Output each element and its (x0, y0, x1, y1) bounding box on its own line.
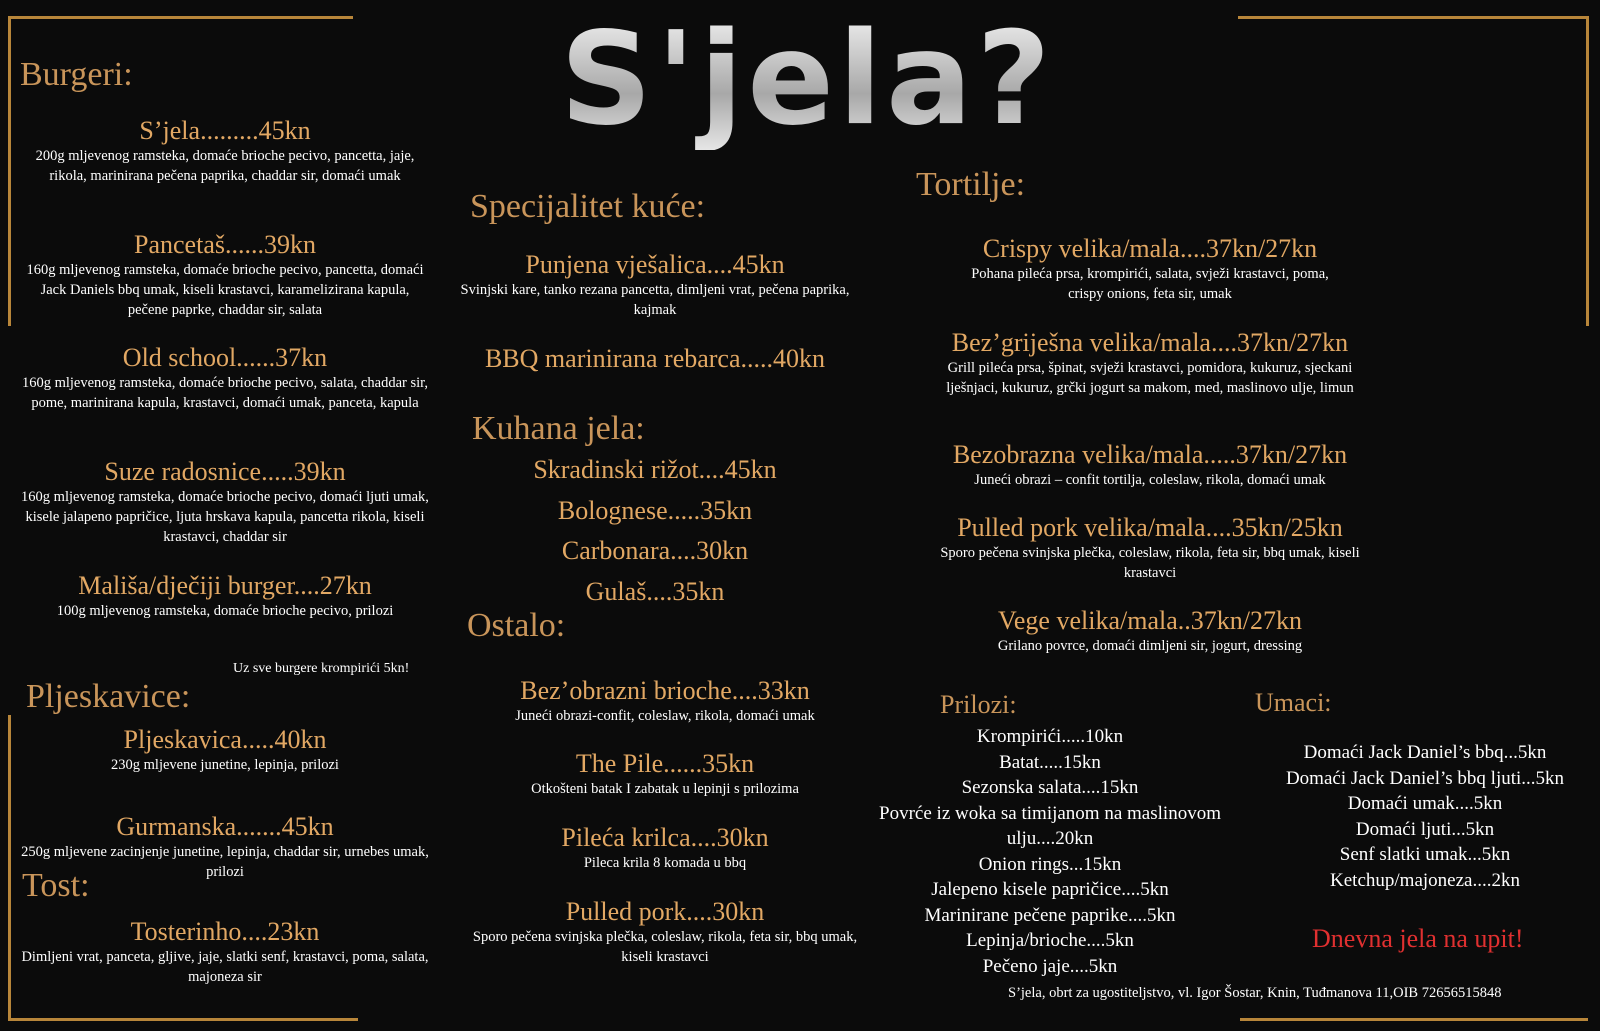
section-heading-umaci: Umaci: (1255, 688, 1332, 717)
item-name: Pljeskavica.....40kn (123, 725, 327, 754)
item-description: Pohana pileća prsa, krompirići, salata, svježi krastavci, poma, crispy onions, feta sir, umak (971, 266, 1329, 302)
list-item: Domaći Jack Daniel’s bbq ljuti...5kn (1285, 767, 1565, 789)
menu-item (455, 344, 855, 374)
menu-item (20, 725, 430, 775)
item-name: Punjena vješalica....45kn (525, 250, 785, 279)
section-heading-specijalitet: Specijalitet kuće: (470, 188, 706, 225)
menu-item (465, 823, 865, 873)
menu-item (12, 917, 438, 987)
section-heading-tost: Tost: (22, 867, 90, 904)
frame-left-lower (8, 715, 11, 1020)
section-heading-burgeri: Burgeri: (20, 56, 133, 93)
list-item: Pečeno jaje....5kn (982, 955, 1118, 977)
item-description: Sporo pečena svinjska plečka, coleslaw, rikola, feta sir, bbq umak, kiseli krastavci (472, 929, 858, 965)
menu-item (20, 116, 430, 186)
menu-item (455, 250, 855, 320)
list-item: Gulaš....35kn (585, 576, 725, 606)
list-item: Domaći Jack Daniel’s bbq...5kn (1303, 742, 1547, 763)
item-name: Bez’grijеšna velika/mala....37kn/27kn (951, 328, 1349, 357)
menu-item (20, 343, 430, 413)
menu-item (930, 513, 1370, 583)
item-name: Pulled pork....30kn (565, 897, 765, 926)
list-item: ulju....20kn (1006, 828, 1094, 849)
frame-bottom-left (8, 1018, 358, 1021)
menu-item (20, 457, 430, 547)
list-item: Domaći umak....5kn (1347, 793, 1503, 814)
menu-item (20, 571, 430, 621)
item-name: Bezobrazna velika/mala.....37kn/27kn (952, 440, 1348, 469)
item-name: BBQ marinirana rebarca.....40kn (484, 344, 826, 373)
frame-right (1586, 16, 1589, 326)
kuhana-jela-list (455, 450, 855, 612)
list-item: Carbonara....30kn (561, 536, 749, 565)
list-item: Ketchup/majoneza....2kn (1330, 869, 1520, 891)
umaci-list (1265, 740, 1585, 893)
menu-item (930, 328, 1370, 398)
list-item: Marinirane pečene paprike....5kn (924, 904, 1176, 926)
item-description: Dimljeni vrat, panceta, gljive, jaje, slatki senf, krastavci, poma, salata, majoneza sir (21, 949, 429, 985)
item-description: 160g mljevenog ramsteka, domaće brioche pecivo, pancetta, domaći Jack Daniels bbq umak, kiseli krastavci, karameliziranа kapula, pečene paprke, chaddar sir, salata (26, 262, 424, 318)
section-heading-tortilje: Tortilje: (916, 166, 1026, 203)
item-description: Pileca krila 8 komada u bbq (583, 855, 747, 871)
item-description: 200g mljevenog ramsteka, domaće brioche pecivo, pancetta, jaje, rikola, marinirana pečena paprika, chaddar sir, domaći umak (35, 148, 415, 184)
menu-item (465, 897, 865, 967)
menu-item (930, 440, 1370, 490)
item-name: Mališa/dječiji burger....27kn (78, 571, 372, 600)
item-name: S’jela.........45kn (139, 116, 311, 145)
business-footer: S’jela, obrt za ugostiteljstvo, vl. Igor Šostar, Knin, Tuđmanova 11,OIB 72656515848 (1008, 985, 1502, 1001)
frame-bottom-right (1240, 1018, 1588, 1021)
item-description: 160g mljevenog ramsteka, domaće brioche pecivo, domaći ljuti umak, kisele jalapeno papričice, ljuta hrskava kapula, pancetta rikola, kiseli krastavci, chaddar sir (21, 489, 429, 545)
frame-top-right (1238, 16, 1588, 19)
item-name: Bez’obrazni brioche....33kn (520, 676, 810, 705)
item-name: Gurmanska.......45kn (116, 812, 334, 841)
item-name: Crispy velika/mala....37kn/27kn (982, 234, 1318, 263)
section-heading-pljeskavice: Pljeskavice: (26, 678, 191, 715)
list-item: Jalepeno kisele papričice....5kn (931, 879, 1169, 900)
item-description: Grill pileća prsa, špinat, svježi krastavci, pomidora, kukuruz, sjeckani lješnjaci, kukuruz, grčki jogurt sa makom, med, maslinovo ulje, limun (946, 360, 1354, 396)
item-description: Sporo pečena svinjska plečka, coleslaw, rikola, feta sir, bbq umak, kiseli krastavci (940, 545, 1360, 581)
daily-specials-note: Dnevna jela na upit! (1312, 924, 1524, 953)
item-name: Pancetaš......39kn (134, 230, 316, 259)
list-item: Onion rings...15kn (978, 853, 1122, 875)
item-description: Juneći obrazi-confit, coleslaw, rikola, domaći umak (515, 708, 815, 724)
section-heading-ostalo: Ostalo: (467, 607, 566, 644)
item-description: 100g mljevenog ramsteka, domaće brioche pecivo, prilozi (56, 603, 394, 619)
list-item: Batat.....15kn (999, 751, 1101, 773)
list-item: Sezonska salata....15kn (961, 777, 1139, 798)
item-name: Pileća krilca....30kn (561, 823, 769, 852)
menu-item (930, 606, 1370, 656)
list-item: Povrće iz woka sa timijanom na maslinovom (879, 802, 1221, 824)
item-name: The Pile......35kn (575, 749, 755, 778)
item-name: Pulled pork velika/mala....35kn/25kn (957, 513, 1343, 542)
item-name: Suze radosnice.....39kn (104, 457, 346, 486)
item-name: Vege velika/mala..37kn/27kn (998, 606, 1302, 635)
item-description: 160g mljevenog ramsteka, domaće brioche pecivo, salata, chaddar sir, pome, marinirana kapula, krastavci, domaći umak, panceta, kapula (21, 375, 429, 411)
section-heading-prilozi: Prilozi: (940, 690, 1017, 719)
item-description: Juneći obrazi – confit tortilja, coleslaw, rikola, domaći umak (974, 472, 1326, 488)
list-item: Skradinski rižot....45kn (533, 455, 777, 484)
menu-title-logo: S'jela? (560, 5, 1055, 154)
item-description: Grilano povrce, domaći dimljeni sir, jogurt, dressing (997, 638, 1303, 654)
menu-item (930, 234, 1370, 304)
menu-item (20, 230, 430, 320)
list-item: Lepinja/brioche....5kn (966, 930, 1134, 951)
menu-item (465, 749, 865, 799)
section-heading-kuhana-jela: Kuhana jela: (472, 410, 645, 447)
item-name: Old school......37kn (122, 343, 328, 372)
item-description: Otkošteni batak I zabatak u lepinji s prilozima (531, 781, 799, 797)
item-description: 230g mljevene junetine, lepinja, prilozi (111, 757, 339, 773)
burger-fries-note: Uz sve burgere krompirići 5kn! (233, 661, 410, 676)
prilozi-list (850, 724, 1250, 979)
list-item: Krompirići.....10kn (976, 726, 1124, 747)
list-item: Domaći ljuti...5kn (1355, 818, 1495, 840)
frame-top-left (8, 16, 353, 19)
item-description: 250g mljevene zacinjenje junetine, lepinja, chaddar sir, urnebes umak, prilozi (21, 844, 429, 880)
item-name: Tosterinho....23kn (130, 917, 320, 946)
menu-item (465, 676, 865, 726)
frame-left-upper (8, 16, 11, 326)
item-description: Svinjski kare, tanko rezana pancetta, dimljeni vrat, pečena paprika, kajmak (460, 282, 850, 318)
list-item: Senf slatki umak...5kn (1339, 844, 1511, 865)
list-item: Bolognese.....35kn (557, 495, 753, 525)
